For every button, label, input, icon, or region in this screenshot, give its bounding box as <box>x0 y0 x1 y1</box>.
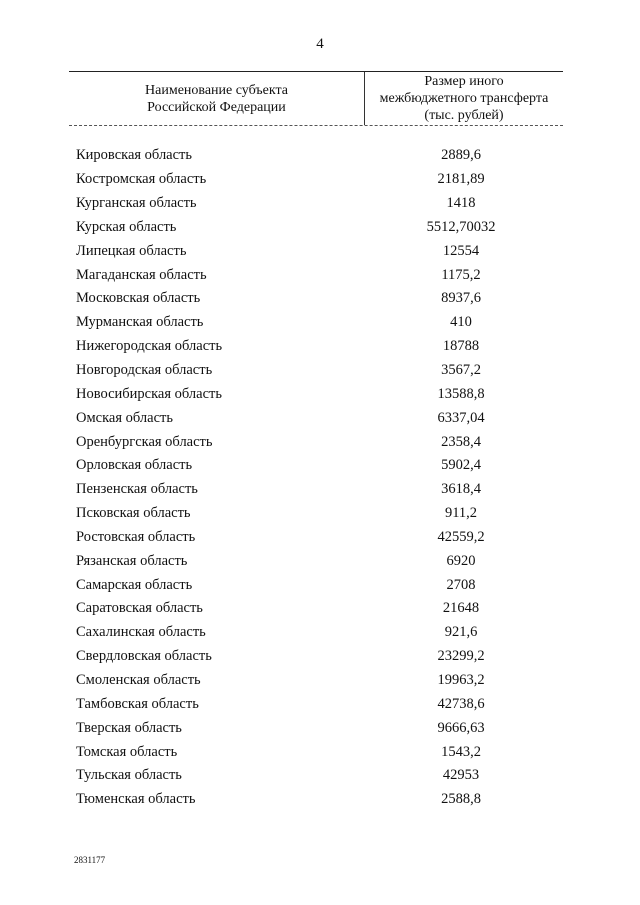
header-transfer-line-1: Размер иного <box>424 74 504 89</box>
transfer-amount: 6337,04 <box>437 409 485 426</box>
table-row <box>76 645 563 669</box>
header-transfer-line-2: межбюджетного трансферта <box>379 91 549 106</box>
table-row <box>76 430 563 454</box>
transfer-amount: 410 <box>450 314 472 331</box>
region-name: Новгородская область <box>76 362 213 379</box>
region-name: Московская область <box>76 290 201 307</box>
transfer-amount: 3567,2 <box>441 362 481 379</box>
region-name: Кировская область <box>76 147 193 164</box>
transfer-amount: 6920 <box>446 552 476 569</box>
transfer-amount: 18788 <box>442 338 480 355</box>
transfer-amount: 1543,2 <box>441 743 481 760</box>
region-name: Новосибирская область <box>76 385 222 402</box>
transfer-amount: 2708 <box>446 576 476 593</box>
table-row <box>76 454 563 478</box>
header-column-transfer <box>365 72 563 125</box>
region-name: Липецкая область <box>76 242 187 259</box>
transfer-amount: 13588,8 <box>437 385 485 402</box>
transfer-amount: 42953 <box>442 767 480 784</box>
table-row <box>76 192 563 216</box>
table-row <box>76 549 563 573</box>
table-row <box>76 168 563 192</box>
transfer-amount: 19963,2 <box>437 671 485 688</box>
transfer-amount: 2588,8 <box>441 791 481 808</box>
table-row <box>76 740 563 764</box>
region-name: Оренбургская область <box>76 433 213 450</box>
transfer-amount: 2358,4 <box>441 433 481 450</box>
region-name: Магаданская область <box>76 266 207 283</box>
region-name: Томская область <box>76 743 178 760</box>
region-name: Ростовская область <box>76 528 196 545</box>
transfer-amount: 2889,6 <box>441 147 481 164</box>
table-row <box>76 669 563 693</box>
transfer-amount: 5512,70032 <box>426 218 496 235</box>
region-name: Самарская область <box>76 576 193 593</box>
region-name: Тверская область <box>76 719 182 736</box>
header-transfer-line-3: (тыс. рублей) <box>424 108 504 123</box>
region-name: Смоленская область <box>76 671 201 688</box>
transfer-amount: 5902,4 <box>441 457 481 474</box>
transfer-amount: 21648 <box>442 600 480 617</box>
table-row <box>76 573 563 597</box>
region-name: Сахалинская область <box>76 624 206 641</box>
table-row <box>76 359 563 383</box>
table-row <box>76 621 563 645</box>
document-code: 2831177 <box>74 855 106 865</box>
region-name: Саратовская область <box>76 600 203 617</box>
region-name: Псковская область <box>76 505 191 522</box>
region-name: Курская область <box>76 218 177 235</box>
region-name: Омская область <box>76 409 173 426</box>
transfer-amount: 2181,89 <box>437 171 485 188</box>
table-row <box>76 311 563 335</box>
table-row <box>76 764 563 788</box>
transfer-amount: 911,2 <box>444 505 478 522</box>
transfer-amount: 1175,2 <box>441 266 481 283</box>
region-name: Орловская область <box>76 457 193 474</box>
transfer-amount: 12554 <box>442 242 480 259</box>
table-row <box>76 239 563 263</box>
table-row <box>76 263 563 287</box>
region-name: Костромская область <box>76 171 207 188</box>
header-column-subject <box>69 72 364 125</box>
region-name: Пензенская область <box>76 481 198 498</box>
transfer-amount: 9666,63 <box>437 719 485 736</box>
page-number: 4 <box>316 36 324 52</box>
region-name: Свердловская область <box>76 648 212 665</box>
transfer-amount: 1418 <box>446 195 476 212</box>
table-row <box>76 287 563 311</box>
table-row <box>76 526 563 550</box>
table-row <box>76 788 563 812</box>
region-name: Тульская область <box>76 767 182 784</box>
table-body <box>76 144 563 812</box>
header-subject-line-1: Наименование субъекта <box>145 82 288 98</box>
transfer-amount: 42559,2 <box>437 528 485 545</box>
table-header <box>69 71 563 126</box>
table-row <box>76 144 563 168</box>
table-row <box>76 335 563 359</box>
table-row <box>76 382 563 406</box>
table-row <box>76 597 563 621</box>
region-name: Курганская область <box>76 195 197 212</box>
header-subject-line-2: Российской Федерации <box>147 99 286 115</box>
transfer-amount: 921,6 <box>444 624 478 641</box>
region-name: Тюменская область <box>76 791 196 808</box>
transfer-amount: 42738,6 <box>437 695 485 712</box>
table-row <box>76 406 563 430</box>
table-row <box>76 716 563 740</box>
transfer-amount: 8937,6 <box>441 290 481 307</box>
table-row <box>76 216 563 240</box>
region-name: Рязанская область <box>76 552 188 569</box>
region-name: Нижегородская область <box>76 338 223 355</box>
table-row <box>76 692 563 716</box>
transfer-amount: 3618,4 <box>441 481 481 498</box>
transfer-amount: 23299,2 <box>437 648 485 665</box>
region-name: Мурманская область <box>76 314 204 331</box>
table-row <box>76 478 563 502</box>
region-name: Тамбовская область <box>76 695 199 712</box>
table-row <box>76 502 563 526</box>
